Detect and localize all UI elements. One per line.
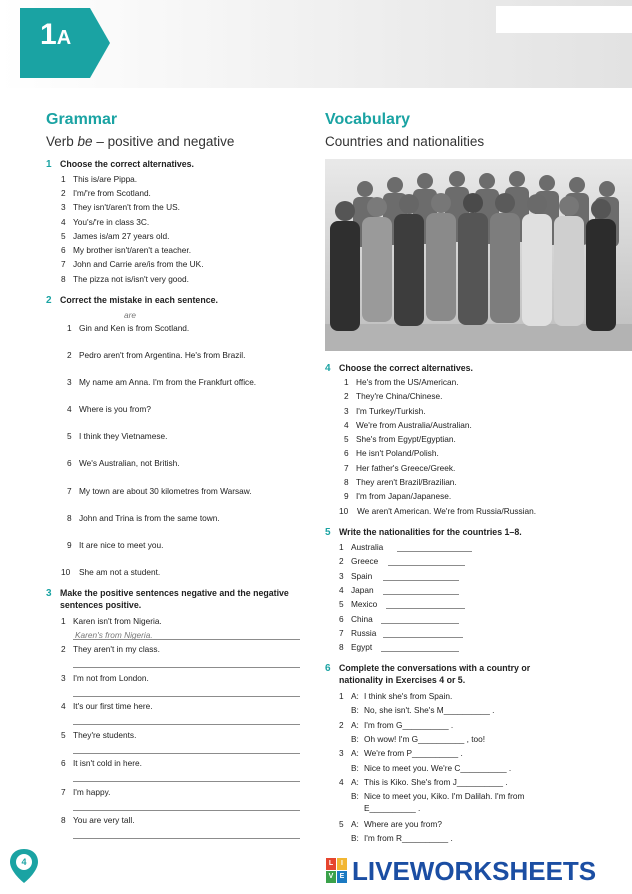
ex1-item[interactable]: 8 The pizza not is/isn't very good. (61, 274, 189, 284)
ex3-item: 6 It isn't cold in here. (61, 758, 142, 768)
ex2-item[interactable]: 10 She am not a student. (61, 567, 161, 577)
ex3-example-answer: Karen's from Nigeria. (75, 630, 153, 640)
ex4-item[interactable]: 9 I'm from Japan/Japanese. (344, 491, 452, 501)
answer-line[interactable] (73, 753, 300, 754)
grammar-subheading-em: be (77, 134, 93, 149)
conversation-1-a: 1 A: I think she's from Spain. (339, 691, 453, 701)
vocabulary-subheading: Countries and nationalities (325, 134, 485, 149)
exercise-number: 2 (46, 295, 52, 306)
ex2-item[interactable]: 8 John and Trina is from the same town. (67, 513, 220, 523)
unit-label (40, 20, 71, 50)
ex2-item[interactable]: 3 My name am Anna. I'm from the Frankfurt office. (67, 377, 257, 387)
ex1-item[interactable]: 4 You's/'re in class 3C. (61, 217, 150, 227)
ex2-item[interactable]: 4 Where is you from? (67, 404, 151, 414)
exercise-1-title (46, 159, 194, 170)
conversation-3-a[interactable]: 3 A: We're from P__________ . (339, 748, 463, 758)
vocabulary-heading: Vocabulary (325, 111, 411, 128)
ex4-item[interactable]: 5 She's from Egypt/Egyptian. (344, 434, 456, 444)
ex4-item[interactable]: 7 Her father's Greece/Greek. (344, 463, 456, 473)
conversation-1-b[interactable]: B: No, she isn't. She's M__________ . (351, 705, 495, 715)
conversation-2-a[interactable]: 2 A: I'm from G__________ . (339, 720, 454, 730)
conversation-5-b[interactable]: B: I'm from R__________ . (351, 833, 453, 843)
ex1-item[interactable]: 2 I'm/'re from Scotland. (61, 188, 151, 198)
page-number: 4 (21, 857, 27, 867)
exercise-4-title (325, 363, 473, 374)
grammar-subheading-pre: Verb (46, 134, 78, 149)
answer-line[interactable] (73, 667, 300, 668)
ex3-item: 5 They're students. (61, 730, 137, 740)
answer-line[interactable] (383, 594, 459, 595)
ex3-item: 1 Karen isn't from Nigeria. (61, 616, 162, 626)
exercise-5-title (325, 527, 522, 538)
page-number-badge (8, 848, 40, 884)
ex4-item[interactable]: 4 We're from Australia/Australian. (344, 420, 472, 430)
ex3-item: 4 It's our first time here. (61, 701, 153, 711)
ex2-item[interactable]: 6 We's Australian, not British. (67, 458, 180, 468)
ex5-item: 2 Greece (339, 556, 379, 566)
ex1-item[interactable]: 5 James is/am 27 years old. (61, 231, 170, 241)
ex1-item[interactable]: 7 John and Carrie are/is from the UK. (61, 259, 204, 269)
ex5-item: 4 Japan (339, 585, 374, 595)
answer-line[interactable] (73, 696, 300, 697)
grammar-heading: Grammar (46, 111, 118, 128)
exercise-instruction: Choose the correct alternatives. (60, 159, 194, 169)
exercise-instruction: Make the positive sentences negative and the negative (60, 588, 289, 598)
ex4-item[interactable]: 10 We aren't American. We're from Russia/Russian. (339, 506, 537, 516)
unit-number: 1 (40, 18, 57, 51)
answer-line[interactable] (73, 838, 300, 839)
answer-line[interactable] (381, 623, 459, 624)
correction-annotation: are (124, 310, 136, 320)
conversation-2-b[interactable]: B: Oh wow! I'm G__________ , too! (351, 734, 486, 744)
answer-line[interactable] (386, 608, 465, 609)
ex4-item[interactable]: 2 They're China/Chinese. (344, 391, 443, 401)
exercise-instruction: Choose the correct alternatives. (339, 363, 473, 373)
exercise-number: 4 (325, 363, 331, 374)
grammar-subheading (46, 134, 234, 149)
exercise-number: 3 (46, 588, 52, 599)
ex5-item: 1 Australia (339, 542, 384, 552)
answer-line[interactable] (388, 565, 465, 566)
exercise-instruction: Correct the mistake in each sentence. (60, 295, 218, 305)
exercise-2-title (46, 295, 218, 306)
ex2-item[interactable]: 9 It are nice to meet you. (67, 540, 164, 550)
exercise-6-title (325, 663, 530, 674)
conversation-4-b: B: Nice to meet you, Kiko. I'm Dalilah. I'm from (351, 791, 525, 801)
ex3-item: 3 I'm not from London. (61, 673, 149, 683)
ex5-item: 6 China (339, 614, 373, 624)
liveworksheets-brand: LIVEWORKSHEETS (352, 856, 597, 886)
liveworksheets-cube-icon: L I V E (326, 858, 348, 884)
ex4-item[interactable]: 3 I'm Turkey/Turkish. (344, 406, 426, 416)
ex2-item[interactable]: 2 Pedro aren't from Argentina. He's from Brazil. (67, 350, 246, 360)
answer-line[interactable] (397, 551, 472, 552)
answer-line[interactable] (383, 637, 463, 638)
ex2-item[interactable]: 7 My town are about 30 kilometres from Warsaw. (67, 486, 252, 496)
answer-line[interactable] (73, 639, 300, 640)
ex5-item: 3 Spain (339, 571, 373, 581)
group-photo (325, 159, 632, 351)
answer-line[interactable] (383, 580, 459, 581)
exercise-instruction: Complete the conversations with a country or (339, 663, 531, 673)
unit-letter: A (56, 27, 72, 49)
ex3-item: 2 They aren't in my class. (61, 644, 160, 654)
exercise-3-title (46, 588, 289, 599)
ex4-item[interactable]: 6 He isn't Poland/Polish. (344, 448, 439, 458)
ex5-item: 8 Egypt (339, 642, 373, 652)
exercise-number: 1 (46, 159, 52, 170)
people-silhouettes-icon (325, 159, 632, 351)
ex5-item: 7 Russia (339, 628, 377, 638)
ex4-item[interactable]: 1 He's from the US/American. (344, 377, 459, 387)
grammar-subheading-post: – positive and negative (92, 134, 235, 149)
ex1-item[interactable]: 1 This is/are Pippa. (61, 174, 138, 184)
exercise-number: 5 (325, 527, 331, 538)
ex3-item: 8 You are very tall. (61, 815, 135, 825)
ex1-item[interactable]: 3 They isn't/aren't from the US. (61, 202, 180, 212)
ex3-item: 7 I'm happy. (61, 787, 111, 797)
exercise-instruction: Write the nationalities for the countries 1–8. (339, 527, 522, 537)
header-blank-box (496, 6, 632, 33)
ex1-item[interactable]: 6 My brother isn't/aren't a teacher. (61, 245, 191, 255)
exercise-number: 6 (325, 663, 331, 674)
answer-line[interactable] (73, 781, 300, 782)
ex2-item[interactable]: 5 I think they Vietnamese. (67, 431, 168, 441)
answer-line[interactable] (381, 651, 459, 652)
ex4-item[interactable]: 8 They aren't Brazil/Brazilian. (344, 477, 457, 487)
exercise-3-title-line2: sentences positive. (60, 600, 142, 610)
answer-line[interactable] (73, 810, 300, 811)
conversation-4-b-line2[interactable]: E__________ . (364, 803, 421, 813)
conversation-5-a: 5 A: Where are you from? (339, 819, 442, 829)
conversation-4-a[interactable]: 4 A: This is Kiko. She's from J__________ . (339, 777, 508, 787)
ex2-item[interactable]: 1 Gin and Ken is from Scotland. (67, 323, 190, 333)
exercise-6-title-line2: nationality in Exercises 4 or 5. (339, 675, 466, 685)
conversation-3-b[interactable]: B: Nice to meet you. We're C__________ . (351, 763, 512, 773)
answer-line[interactable] (73, 724, 300, 725)
ex5-item: 5 Mexico (339, 599, 378, 609)
liveworksheets-logo (326, 856, 626, 886)
